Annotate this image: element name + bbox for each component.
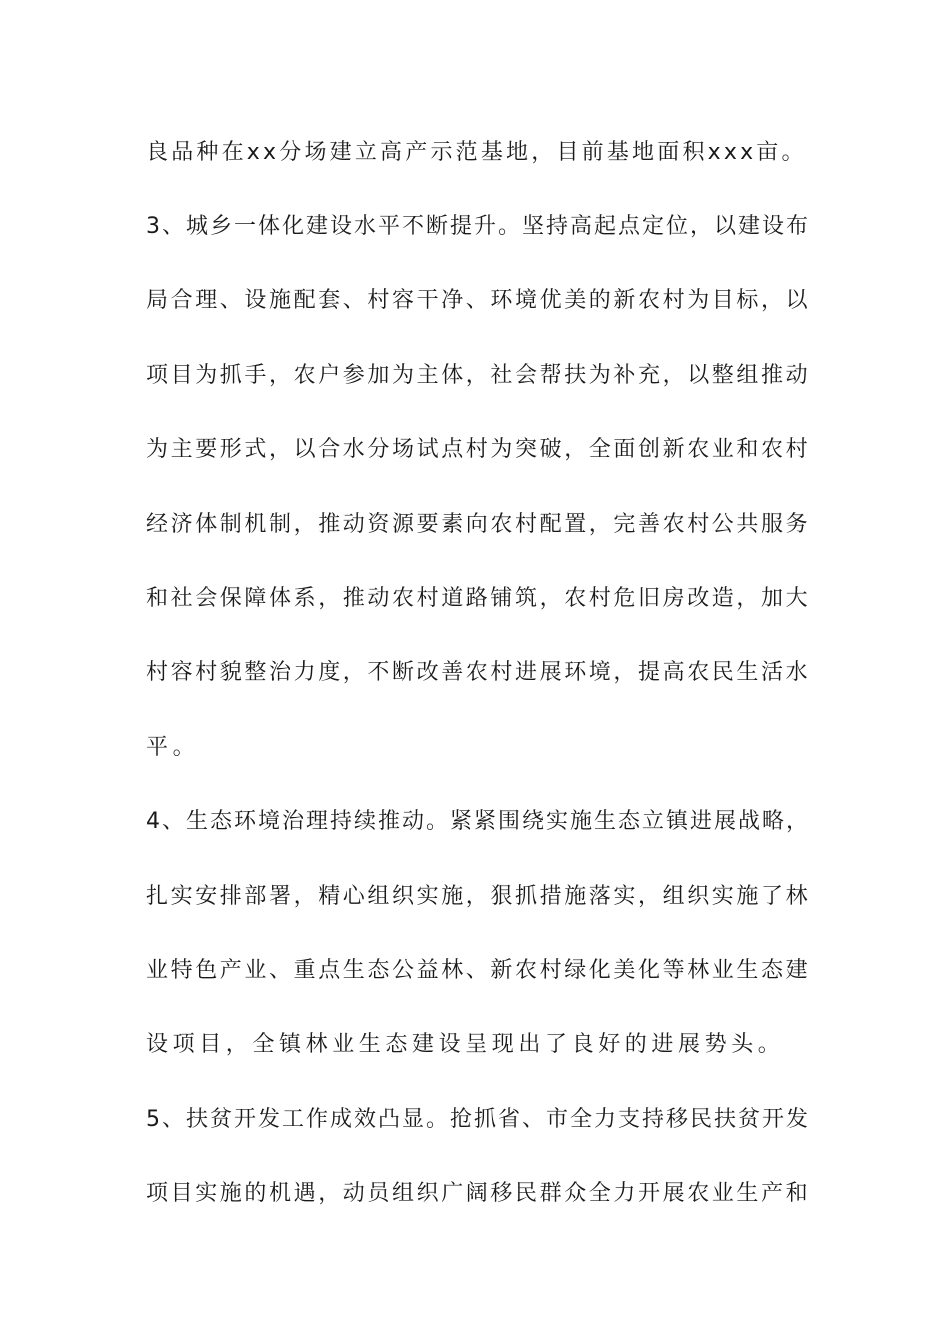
text-line: 设项目，全镇林业生态建设呈现出了良好的进展势头。: [146, 1032, 785, 1057]
text-line: 平。: [146, 735, 200, 760]
text-line: 项目为抓手，农户参加为主体，社会帮扶为补充，以整组推动: [146, 363, 811, 388]
text-line: 和社会保障体系，推动农村道路铺筑，农村危旧房改造，加大: [146, 586, 811, 611]
text-line: 良品种在xx分场建立高产示范基地，目前基地面积xxx亩。: [146, 140, 807, 165]
text-line: 项目实施的机遇，动员组织广阔移民群众全力开展农业生产和: [146, 1181, 811, 1206]
text-line: 为主要形式，以合水分场试点村为突破，全面创新农业和农村: [146, 437, 811, 462]
text-line: 经济体制机制，推动资源要素向农村配置，完善农村公共服务: [146, 512, 811, 537]
text-line: 业特色产业、重点生态公益林、新农村绿化美化等林业生态建: [146, 958, 811, 983]
text-line: 村容村貌整治力度，不断改善农村进展环境，提高农民生活水: [146, 660, 811, 685]
text-line: 4、生态环境治理持续推动。紧紧围绕实施生态立镇进展战略，: [146, 809, 810, 834]
text-line: 局合理、设施配套、村容干净、环境优美的新农村为目标，以: [146, 288, 811, 313]
text-line: 扎实安排部署，精心组织实施，狠抓措施落实，组织实施了林: [146, 884, 811, 909]
text-line: 5、扶贫开发工作成效凸显。抢抓省、市全力支持移民扶贫开发: [146, 1107, 810, 1132]
text-line: 3、城乡一体化建设水平不断提升。坚持高起点定位，以建设布: [146, 214, 810, 239]
